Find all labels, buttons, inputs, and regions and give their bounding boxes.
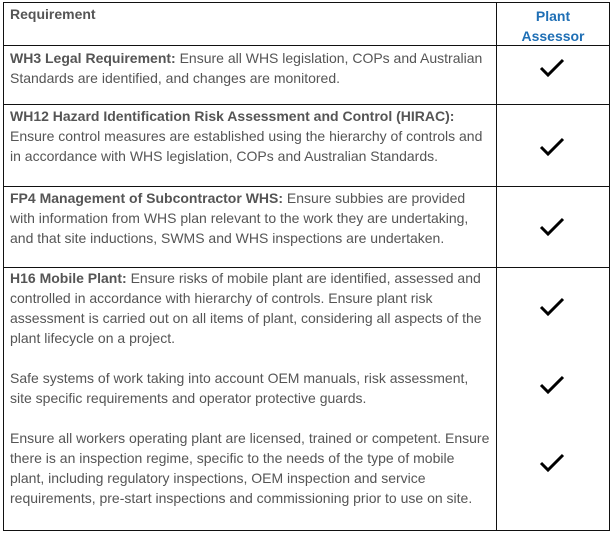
table-row: [4, 105, 609, 187]
header-assessor-line2: Assessor: [521, 28, 585, 44]
requirement-description: Ensure all WHS legislation, COPs and Australian Standards are identified, and changes are monitored.: [10, 50, 483, 86]
requirement-code: FP4 Management of Subcontractor WHS:: [10, 190, 284, 206]
requirement-code: WH12 Hazard Identification Risk Assessment and Control (HIRAC):: [10, 108, 455, 124]
header-plant-assessor: [497, 6, 609, 46]
requirement-paragraph: Safe systems of work taking into account OEM manuals, risk assessment, site specific requirements and operator protective guards.: [10, 370, 469, 406]
requirement-description: Ensure risks of mobile plant are identified, assessed and controlled in accordance with hierarchy of controls. Ensure plant risk assessment is carried out on all items of plant, considering all aspects of the plant lifecycle on a project.: [10, 270, 482, 346]
requirement-paragraph: Ensure all workers operating plant are licensed, trained or competent. Ensure there is an inspection regime, specific to the needs of the type of mobile plant, including regulatory inspections, OEM inspection and service requirements, pre-start inspections and commissioning prior to use on site.: [10, 430, 490, 506]
requirement-description: Ensure control measures are established using the hierarchy of controls and in accordance with WHS legislation, COPs and Australian Standards.: [10, 128, 483, 164]
check-mark-icon: [537, 373, 569, 397]
table-row: [4, 268, 609, 530]
check-mark-icon: [537, 295, 569, 319]
requirement-description: Ensure subbies are provided with information from WHS plan relevant to the work they are undertaking, and that site inductions, SWMS and WHS inspections are undertaken.: [10, 190, 469, 246]
requirement-code: WH3 Legal Requirement:: [10, 50, 176, 66]
table-row: [4, 187, 609, 268]
requirement-text: [10, 188, 490, 248]
requirement-code: H16 Mobile Plant:: [10, 270, 127, 286]
header-assessor-line1: Plant: [535, 8, 571, 24]
check-mark-icon: [537, 451, 569, 475]
requirements-table: [3, 2, 610, 531]
requirement-text: [10, 106, 490, 166]
header-requirement: Requirement: [10, 6, 96, 22]
requirement-text: [10, 268, 490, 348]
requirement-text: [10, 48, 490, 88]
check-mark-icon: [537, 56, 569, 80]
table-header-row: [4, 3, 609, 46]
check-mark-icon: [537, 135, 569, 159]
table-row: [4, 46, 609, 105]
check-mark-icon: [537, 215, 569, 239]
